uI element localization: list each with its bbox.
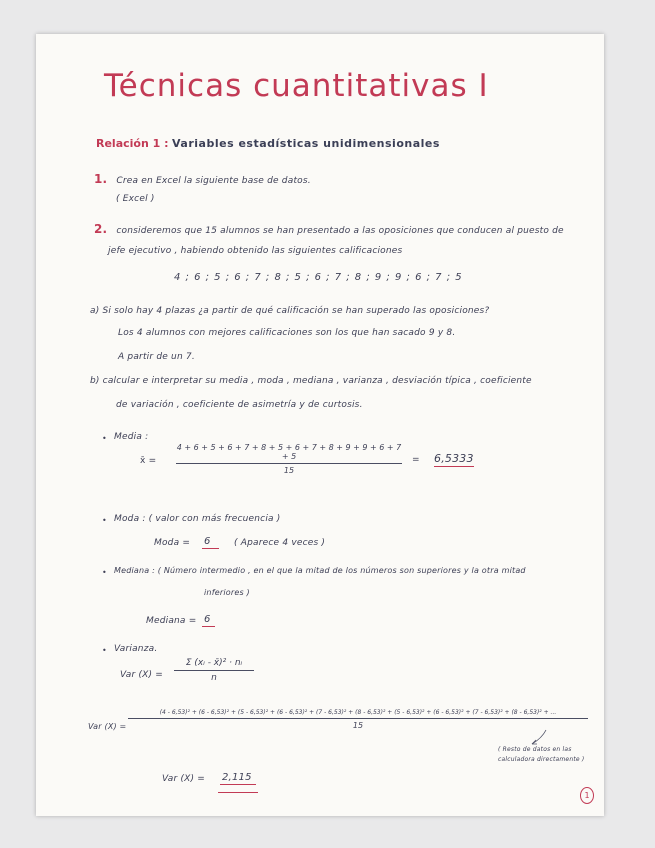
varianza-note-1: ( Resto de datos en las — [498, 746, 572, 753]
media-result-value: 6,5333 — [434, 452, 474, 465]
fraction-bar — [174, 670, 254, 671]
notebook-page — [36, 34, 604, 816]
relacion-label: Relación 1 : — [96, 137, 169, 150]
moda-note: ( Aparece 4 veces ) — [234, 538, 326, 548]
question-2-line2: jefe ejecutivo , habiendo obtenido las siguientes calificaciones — [108, 246, 403, 256]
media-equals: = — [412, 455, 420, 465]
varianza-result-lhs: Var (X) = — [162, 774, 206, 784]
question-1-text: Crea en Excel la siguiente base de datos. — [116, 176, 311, 186]
varianza-result — [220, 772, 256, 783]
bullet-varianza: • — [102, 646, 107, 655]
note-arrow-icon — [526, 728, 550, 748]
question-1-number: 1. — [94, 172, 108, 186]
varianza-expanded-fraction — [128, 709, 588, 730]
moda-value — [202, 536, 219, 547]
varianza-label: Varianza. — [114, 644, 158, 654]
part-a-answer-2: A partir de un 7. — [118, 352, 195, 362]
media-fraction — [176, 443, 402, 475]
varianza-result-value: 2,115 — [220, 772, 256, 785]
part-b-line1: b) calcular e interpretar su media , moda , mediana , varianza , desviación típica , coeficiente — [90, 376, 532, 386]
moda-eq: Moda = — [154, 538, 191, 548]
media-denominator: 15 — [283, 466, 295, 475]
section-heading — [96, 137, 440, 150]
question-2 — [94, 222, 564, 236]
moda-label: Moda : ( valor con más frecuencia ) — [114, 514, 281, 524]
mediana-eq: Mediana = — [146, 616, 197, 626]
question-2-line1: consideremos que 15 alumnos se han presentado a las oposiciones que conducen al puesto de — [116, 226, 564, 236]
page-title: Técnicas cuantitativas I — [104, 68, 489, 104]
media-result — [434, 452, 474, 465]
question-1-answer: ( Excel ) — [116, 194, 155, 204]
mediana-value — [202, 614, 215, 625]
varianza-note-2: calculadora directamente ) — [498, 756, 585, 763]
fraction-bar — [176, 463, 402, 464]
varianza-formula-denominator: n — [211, 673, 217, 683]
mediana-label-2: inferiores ) — [204, 588, 250, 597]
varianza-expanded-numerator: (4 - 6,53)² + (6 - 6,53)² + (5 - 6,53)² + (6 - 6,53)² + (7 - 6,53)² + (8 - 6,53)² + (5 - 6,53)² + (6 - 6,53)² + (7 - 6,53)² + (8 - 6,53)² + ... — [159, 709, 557, 716]
bullet-mediana: • — [102, 568, 107, 577]
bullet-media: • — [102, 434, 107, 443]
fraction-bar — [128, 718, 588, 719]
part-b-line2: de variación , coeficiente de asimetría y de curtosis. — [116, 400, 363, 410]
double-underline — [218, 792, 258, 793]
mediana-label: Mediana : ( Número intermedio , en el que la mitad de los números son superiores y la otra mitad — [114, 566, 526, 575]
page-number-badge: 1 — [580, 787, 594, 804]
varianza-formula-lhs: Var (X) = — [120, 670, 164, 680]
part-a-question: a) Si solo hay 4 plazas ¿a partir de qué calificación se han superado las oposiciones? — [90, 306, 490, 316]
question-1 — [94, 172, 311, 186]
moda-value-text: 6 — [202, 536, 219, 549]
varianza-expanded-lhs: Var (X) = — [88, 722, 127, 731]
media-numerator: 4 + 6 + 5 + 6 + 7 + 8 + 5 + 6 + 7 + 8 + 9 + 9 + 6 + 7 + 5 — [176, 443, 402, 461]
question-2-number: 2. — [94, 222, 108, 236]
media-label: Media : — [114, 432, 149, 442]
bullet-moda: • — [102, 516, 107, 525]
question-2-data: 4 ; 6 ; 5 ; 6 ; 7 ; 8 ; 5 ; 6 ; 7 ; 8 ; 9 ; 9 ; 6 ; 7 ; 5 — [174, 272, 463, 283]
mediana-value-text: 6 — [202, 614, 215, 627]
varianza-expanded-denominator: 15 — [352, 721, 364, 730]
relacion-topic: Variables estadísticas unidimensionales — [172, 137, 440, 150]
varianza-formula-fraction — [174, 658, 254, 683]
varianza-formula-numerator: Σ (xᵢ - x̄)² · nᵢ — [185, 658, 243, 668]
part-a-answer-1: Los 4 alumnos con mejores calificaciones son los que han sacado 9 y 8. — [118, 328, 456, 338]
media-symbol: x̄ = — [140, 456, 157, 466]
